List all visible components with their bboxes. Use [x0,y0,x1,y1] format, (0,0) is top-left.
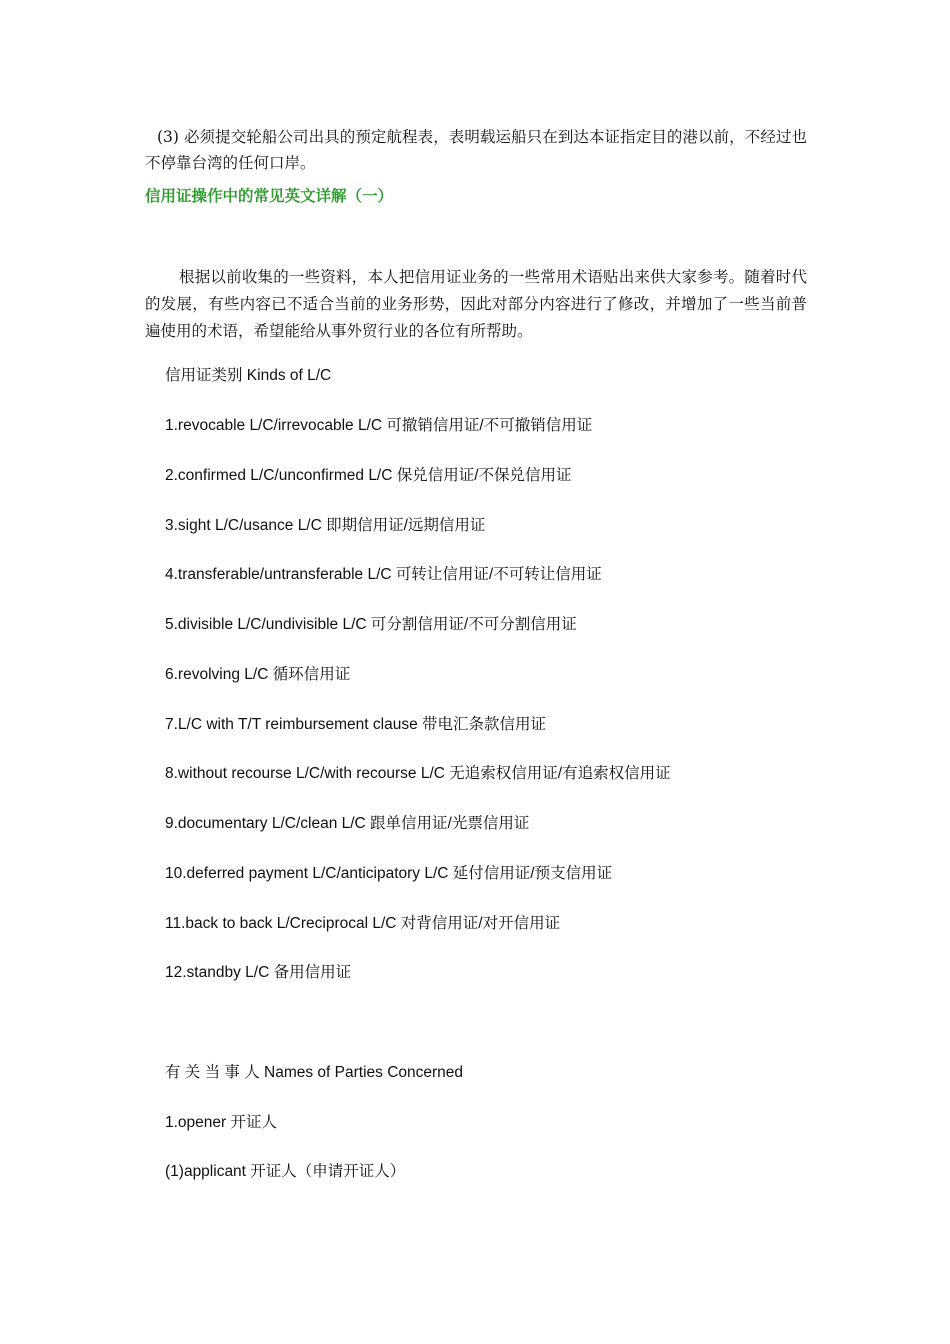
body-paragraph: 根据以前收集的一些资料，本人把信用证业务的一些常用术语贴出来供大家参考。随着时代的发展，有些内容已不适合当前的业务形势，因此对部分内容进行了修改，并增加了一些当前普遍使用的术语，希望能给从事外贸行业的各位有所帮助。 [145,268,807,340]
parties-section-title: 有 关 当 事 人 Names of Parties Concerned [165,1064,464,1081]
list-item: 4.transferable/untransferable L/C 可转让信用证/不可转让信用证 [165,566,602,583]
list-item: (1)applicant 开证人（申请开证人） [165,1163,406,1180]
list-item: 9.documentary L/C/clean L/C 跟单信用证/光票信用证 [165,815,530,832]
kinds-section-title: 信用证类别 Kinds of L/C [165,367,332,384]
list-item: 12.standby L/C 备用信用证 [165,964,352,981]
list-item: 7.L/C with T/T reimbursement clause 带电汇条款信用证 [165,716,546,733]
list-item: 5.divisible L/C/undivisible L/C 可分割信用证/不可分割信用证 [165,616,577,633]
list-item: 3.sight L/C/usance L/C 即期信用证/远期信用证 [165,517,486,534]
list-item: 11.back to back L/Creciprocal L/C 对背信用证/对开信用证 [165,915,561,932]
list-item: 8.without recourse L/C/with recourse L/C 无追索权信用证/有追索权信用证 [165,765,671,782]
intro-paragraph: (3) 必须提交轮船公司出具的预定航程表，表明载运船只在到达本证指定目的港以前，不经过也不停靠台湾的任何口岸。 [145,128,807,172]
section-heading: 信用证操作中的常见英文详解（一） [145,187,394,205]
list-item: 10.deferred payment L/C/anticipatory L/C 延付信用证/预支信用证 [165,865,613,882]
list-item: 2.confirmed L/C/unconfirmed L/C 保兑信用证/不保兑信用证 [165,467,572,484]
list-item: 1.opener 开证人 [165,1114,277,1131]
list-item: 1.revocable L/C/irrevocable L/C 可撤销信用证/不可撤销信用证 [165,417,593,434]
list-item: 6.revolving L/C 循环信用证 [165,666,351,683]
